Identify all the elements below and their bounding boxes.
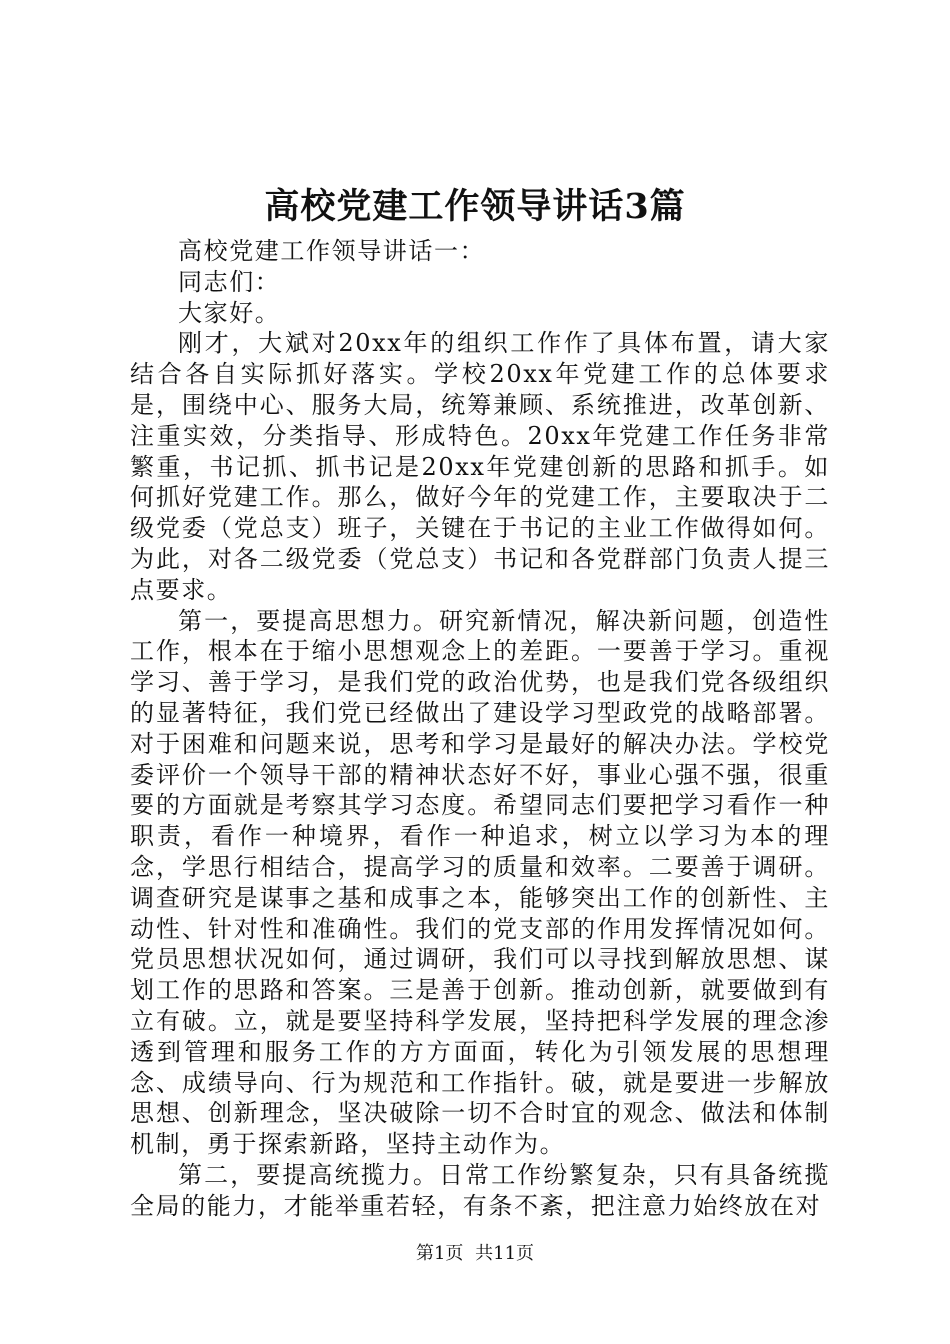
paragraph-salutation: 同志们：: [178, 267, 281, 296]
page-total: 共11页: [475, 1243, 535, 1264]
document-body: [130, 236, 830, 1222]
page-footer: [0, 1242, 950, 1266]
paragraph-point-two: 第二，要提高统揽力。日常工作纷繁复杂，只有具备统揽全局的能力，才能举重若轻，有条不紊，把注意力始终放在对: [130, 1160, 830, 1220]
page-number: 第1页: [415, 1243, 464, 1264]
paragraph-point-one: 第一，要提高思想力。研究新情况，解决新问题，创造性工作，根本在于缩小思想观念上的差距。一要善于学习。重视学习、善于学习，是我们党的政治优势，也是我们党各级组织的显著特征，我们党已经做出了建设学习型政党的战略部署。对于困难和问题来说，思考和学习是最好的解决办法。学校党委评价一个领导干部的精神状态好不好，事业心强不强，很重要的方面就是考察其学习态度。希望同志们要把学习看作一种职责，看作一种境界，看作一种追求，树立以学习为本的理念，学思行相结合，提高学习的质量和效率。二要善于调研。调查研究是谋事之基和成事之本，能够突出工作的创新性、主动性、针对性和准确性。我们的党支部的作用发挥情况如何。党员思想状况如何，通过调研，我们可以寻找到解放思想、谋划工作的思路和答案。三是善于创新。推动创新，就要做到有立有破。立，就是要坚持科学发展，坚持把科学发展的理念渗透到管理和服务工作的方方面面，转化为引领发展的思想理念、成绩导向、行为规范和工作指针。破，就是要进一步解放思想、创新理念，坚决破除一切不合时宜的观念、做法和体制机制，勇于探索新路，坚持主动作为。: [130, 606, 830, 1159]
paragraph-intro: 刚才，大斌对20xx年的组织工作作了具体布置，请大家结合各自实际抓好落实。学校20xx年党建工作的总体要求是，围绕中心、服务大局，统筹兼顾、系统推进，改革创新、注重实效，分类指导、形成特色。20xx年党建工作任务非常繁重，书记抓、抓书记是20xx年党建创新的思路和抓手。如何抓好党建工作。那么，做好今年的党建工作，主要取决于二级党委（党总支）班子，关键在于书记的主业工作做得如何。为此，对各二级党委（党总支）书记和各党群部门负责人提三点要求。: [130, 329, 830, 604]
paragraph-heading: 高校党建工作领导讲话一：: [178, 237, 486, 265]
paragraph-greeting: 大家好。: [178, 298, 281, 327]
document-title: 高校党建工作领导讲话3篇: [264, 186, 686, 227]
